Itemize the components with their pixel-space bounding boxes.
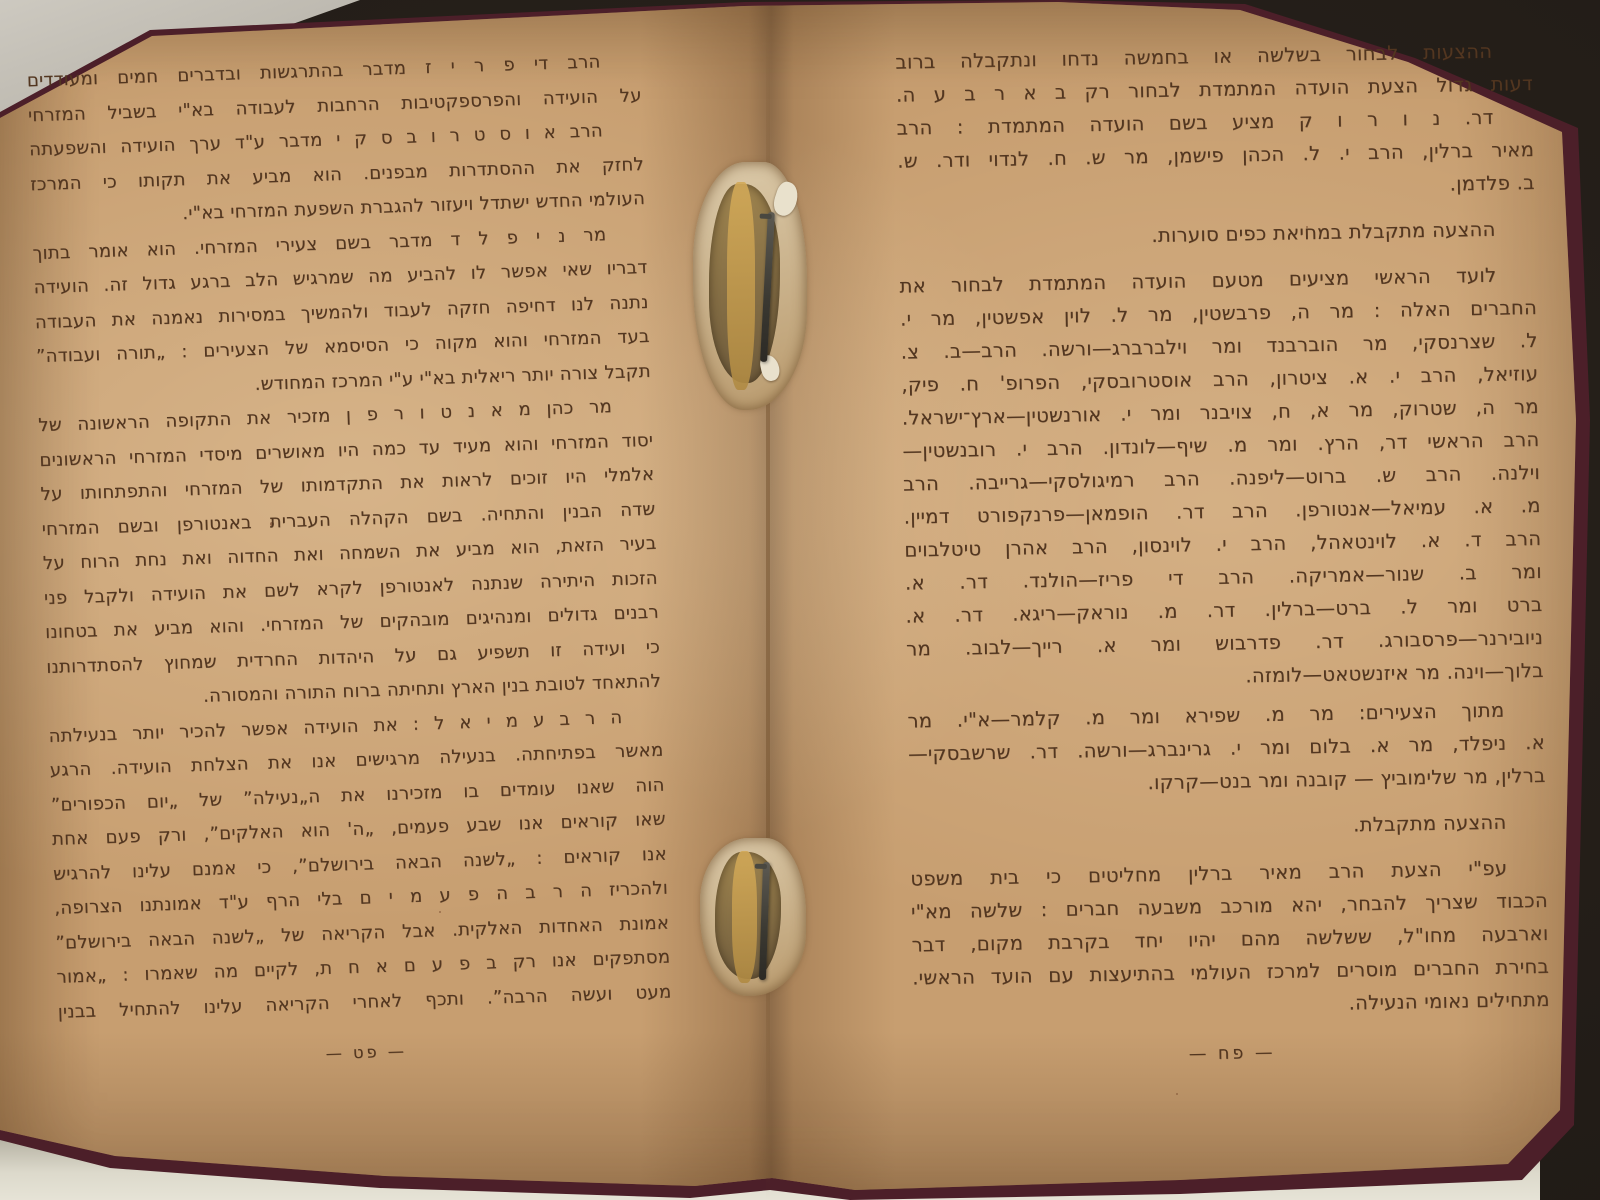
text-line: הזכות היתירה שנתנה לאנטורפן לקרא לשם את הועידה ולקבל פני bbox=[43, 567, 659, 609]
text-line: ומר ב. שנור—אמריקה. הרב די פריז—הולנד. דר. א. bbox=[904, 559, 1543, 595]
text-line: ברט ומר ל. ברט—ברלין. דר. מ. נוראק—ריגא. דר. א. bbox=[905, 592, 1543, 628]
text-line: ההצעה מתקבלת במחיאת כפים סוערות. bbox=[1151, 217, 1496, 248]
text-line: נתנה לנו דחיפה חזקה לעבוד ולהמשיך במסירות נאמנה את העבודה bbox=[34, 291, 649, 333]
page-right-lines bbox=[895, 34, 1550, 1028]
page-left-lines bbox=[26, 44, 672, 1030]
text-line: לחזק את ההסתדרות מבפנים. הוא מביע את תקותו כי המרכז bbox=[29, 153, 645, 195]
text-line: דר. נ ו ר ו ק מציע בשם הועדה המתמדת : הרב bbox=[896, 105, 1494, 140]
text-line: שדה הבנין והתחיה. בשם הקהלה העברית באנטורפן ובשם המזרחי bbox=[41, 498, 656, 540]
text-line: בחירת החברים מוסרים למרכז העולמי בהתיעצות עם הועד הראשי. bbox=[911, 954, 1550, 990]
text-line: ההצעה מתקבלת. bbox=[1352, 810, 1507, 837]
text-line: ניובירנר—פרסבורג. דר. פדרבוש ומר א. רייך—לבוב. מר bbox=[905, 625, 1544, 661]
text-line: תקבל צורה יותר ריאלית בא"י ע"י המרכז המחודש. bbox=[254, 360, 652, 395]
text-line: דבריו שאי אפשר לו להביע מה שמרגיש הלב ברגע גדול זה. הועידה bbox=[33, 256, 648, 299]
text-line: מתחילים נאומי הנעילה. bbox=[1348, 987, 1550, 1015]
text-line: הרב ד. א. לוינטאהל, הרב י. לוינסון, הרב אהרן טיטלבוים bbox=[904, 526, 1542, 562]
page-right-text-column bbox=[895, 34, 1551, 1076]
text-line: הרב די פ ר י ז מדבר בהתרגשות ובדברים חמים ומעודדים bbox=[26, 51, 601, 92]
text-line: כי ועידה זו תשפיע גם על היהדות החרדית שמחוץ להסתדרותנו bbox=[45, 636, 661, 678]
text-line: עוזיאל, הרב י. א. ציטרון, הרב אוסטרובסקי, הפרופ' ח. פיק, bbox=[901, 361, 1539, 397]
text-line: וילנה. הרב ש. ברוט—ליפנה. הרב רמיגולסקי—גרייבה. הרב bbox=[902, 460, 1541, 496]
text-line: בעד המזרחי והוא מקוה כי הסיסמא של הצעירים : „תורה ועבודה” bbox=[35, 325, 651, 368]
torn-hole-bottom bbox=[700, 838, 806, 996]
text-line: וארבעה מחו"ל, ששלשה מהם יהיו יחד בקרבת מקום, דבר bbox=[911, 921, 1549, 957]
text-line: הכבוד שצריך להבחר, יהא מורכב משבעה חברים : שלשה מא"י bbox=[910, 888, 1549, 924]
text-line: ברלין, מר שלימוביץ — קובנה ומר בנט—קרקו. bbox=[1147, 763, 1546, 795]
binding-paper-strip bbox=[727, 182, 754, 390]
text-line: על הועידה והפרספקטיבות הרחבות לעבודה בא"י בשביל המזרחי bbox=[27, 84, 643, 126]
text-line: אנו קוראים : „לשנה הבאה בירושלם”, כי אמנם עלינו להרגיש bbox=[52, 843, 668, 885]
text-line: יסוד המזרחי והוא מעיד עד כמה היו מאושרים מיסדי המזרחי הראשונים bbox=[39, 429, 654, 471]
text-line: ה ר ב ע מ י א ל : את הועידה אפשר להכיר יותר בנעילתה bbox=[48, 706, 623, 747]
page-number: — פט — bbox=[325, 1041, 408, 1063]
text-line: מר נ י פ ל ד מדבר בשם צעירי המזרחי. הוא אומר בתוך bbox=[32, 223, 607, 264]
text-line: הוה שאנו עומדים בו מזכירנו את ה„נעילה” של „יום הכפורים” bbox=[50, 774, 665, 816]
text-line: א. ניפלד, מר א. בלום ומר י. גרינברג—ורשה. דר. שרשבסקי— bbox=[907, 730, 1546, 766]
text-line: הרב א ו ס ט ר ו ב ס ק י מדבר ע"ד ערך הועידה והשפעתה bbox=[28, 120, 604, 161]
text-line: בעיר הזאת, הוא מביע את השמחה ואת החדוה ואת נחת הרוח על bbox=[42, 532, 657, 575]
page-left-text-column bbox=[26, 44, 673, 1080]
text-line: מאשר בפתיחתה. בנעילה מרגישים אנו את הצלחת הועידה. הרגע bbox=[49, 739, 664, 781]
text-line: להתאחד לטובת בנין הארץ ותחיתה ברוח התורה והמסורה. bbox=[202, 670, 662, 707]
text-line: בלוך—וינה. מר איזנשטאט—לומזה. bbox=[1245, 658, 1544, 688]
torn-hole-top bbox=[693, 162, 807, 410]
text-line: עפ"י הצעת הרב מאיר ברלין מחליטים כי בית משפט bbox=[910, 856, 1508, 891]
text-line: מ. א. עמיאל—אנטורפן. הרב דר. הופמאן—פרנקפורט דמיין. bbox=[903, 493, 1541, 529]
page-number: — פח — bbox=[1188, 1042, 1276, 1065]
text-line: ולהכריז ה ר ב ה פ ע מ י ם בלי הרף ע"ד אמונתנו הצרופה, bbox=[53, 877, 669, 919]
text-line: רבנים גדולים ומנהיגים מובהקים של המזרחי. והוא מביע את בטחונו bbox=[44, 601, 660, 644]
text-line: מאיר ברלין, הרב י. ל. הכהן פישמן, מר ש. ח. לנדוי ודר. ש. bbox=[897, 137, 1535, 173]
text-line: אמונת האחדות האלקית. אבל הקריאה של „לשנה הבאה בירושלם” bbox=[55, 912, 670, 954]
text-line: מסתפקים אנו רק ב פ ע ם א ח ת, לקיים מה שאמרו : „אמור bbox=[56, 946, 671, 988]
text-line: מתוך הצעירים: מר מ. שפירא ומר מ. קלמר—א"י. מר bbox=[907, 698, 1505, 733]
text-line: לועד הראשי מציעים מטעם הועדה המתמדת לבחור את bbox=[899, 263, 1497, 298]
text-line: דעות גדול הצעת הועדה המתמדת לבחור רק ב א ר ב ע ה. bbox=[895, 71, 1534, 107]
text-line: העולמי החדש ישתדל ויעזור להגברת השפעת המזרחי בא"י. bbox=[182, 187, 646, 225]
text-line: מר כהן מ א נ ט ו ר פ ן מזכיר את התקופה הראשונה של bbox=[37, 396, 613, 437]
text-line: החברים האלה : מר ה, פרבשטין, מר ל. לוין אפשטין, מר י. bbox=[899, 295, 1538, 331]
text-line: מר ה, שטרוק, מר א, ח, צויבנר ומר י. אורנשטין—ארץ־ישראל. bbox=[901, 394, 1540, 430]
text-line: אלמלי היו זוכים לראות את התקדמותו של המזרחי והתפתחותו על bbox=[40, 463, 655, 506]
text-line: מעט ועשה הרבה”. ותכף לאחרי הקריאה עלינו להתחיל בבנין bbox=[57, 980, 672, 1023]
text-line: ל. שצרנסקי, מר הוברבנד ומר וילברברג—ורשה. הרב—ב. צ. bbox=[900, 328, 1538, 364]
text-line: שאו קוראים אנו שבע פעמים, „ה' הוא האלקים”, ורק פעם אחת bbox=[51, 808, 667, 850]
binding-paper-strip bbox=[732, 851, 757, 984]
text-line: הרב הראשי דר, הרץ. ומר מ. שיף—לונדון. הרב י. רובנשטין— bbox=[902, 427, 1540, 463]
text-line: ההצעות לבחור בשלשה או בחמשה נדחו ונתקבלה ברוב bbox=[895, 39, 1493, 74]
text-line: ב. פלדמן. bbox=[1449, 170, 1535, 196]
